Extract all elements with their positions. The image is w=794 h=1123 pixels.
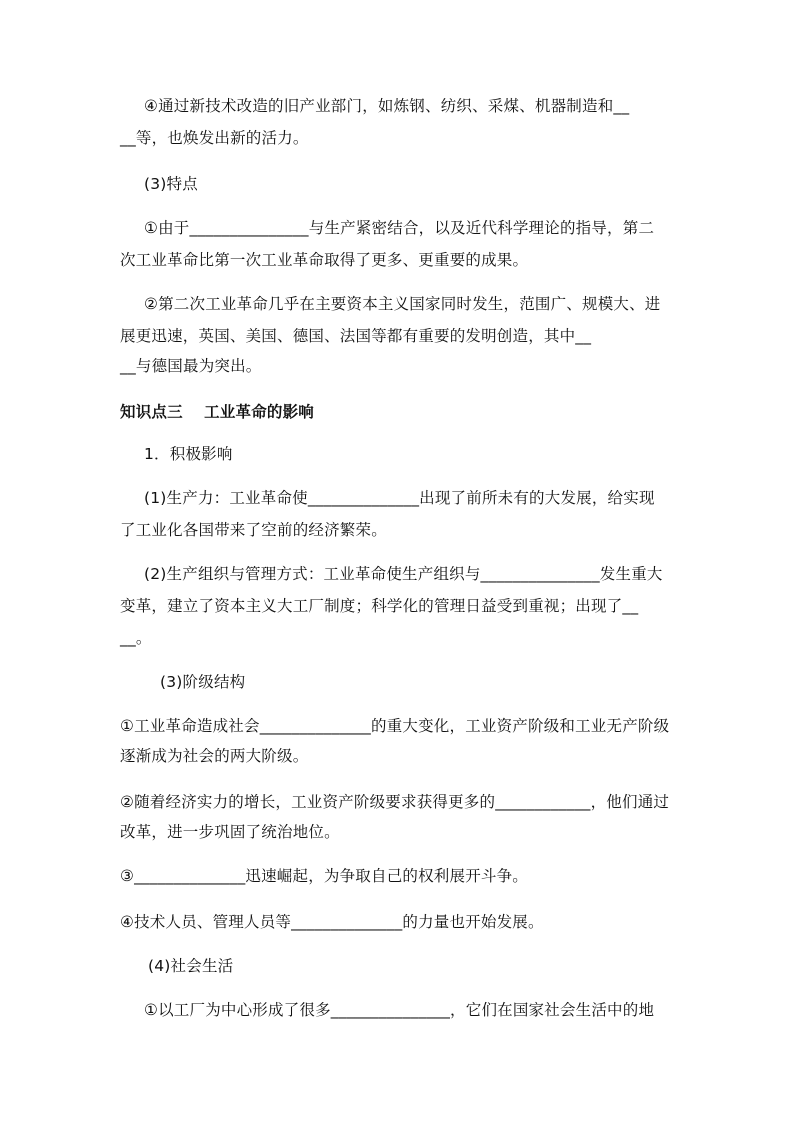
paragraph-line: 了工业化各国带来了空前的经济繁荣。 [120, 521, 387, 539]
paragraph-line: 展更迅速，英国、美国、德国、法国等都有重要的发明创造，其中__ [120, 327, 592, 345]
paragraph-line: ①工业革命造成社会______________的重大变化，工业资产阶级和工业无产阶级 [120, 717, 670, 735]
paragraph-line: __。 [120, 629, 152, 647]
paragraph-line: ②随着经济实力的增长，工业资产阶级要求获得更多的____________，他们通过 [120, 793, 670, 811]
paragraph-line: (2)生产组织与管理方式：工业革命使生产组织与_______________发生重大 [144, 565, 663, 583]
paragraph-line: 改革，进一步巩固了统治地位。 [120, 823, 340, 841]
section-heading: (3)特点 [144, 175, 198, 193]
section-heading: 1．积极影响 [144, 445, 233, 463]
paragraph-line: ①以工厂为中心形成了很多_______________，它们在国家社会生活中的地 [144, 1001, 655, 1019]
paragraph-line: ④通过新技术改造的旧产业部门，如炼钢、纺织、采煤、机器制造和__ [144, 97, 630, 115]
paragraph-line: __等，也焕发出新的活力。 [120, 129, 309, 147]
paragraph-line: __与德国最为突出。 [120, 357, 262, 375]
paragraph-line: ①由于_______________与生产紧密结合，以及近代科学理论的指导，第二 [144, 219, 655, 237]
section-heading: (3)阶级结构 [160, 673, 246, 691]
paragraph-line: (1)生产力：工业革命使______________出现了前所未有的大发展，给实现 [144, 489, 655, 507]
paragraph-line: 变革，建立了资本主义大工厂制度；科学化的管理日益受到重视；出现了__ [120, 597, 639, 615]
knowledge-point-heading: 知识点三 工业革命的影响 [120, 403, 314, 421]
section-heading: (4)社会生活 [148, 957, 234, 975]
paragraph-line: 逐渐成为社会的两大阶级。 [120, 747, 309, 765]
paragraph-line: ④技术人员、管理人员等______________的力量也开始发展。 [120, 913, 544, 931]
paragraph-line: 次工业革命比第一次工业革命取得了更多、更重要的成果。 [120, 251, 529, 269]
paragraph-line: ②第二次工业革命几乎在主要资本主义国家同时发生，范围广、规模大、进 [144, 295, 661, 313]
paragraph-line: ③______________迅速崛起，为争取自己的权利展开斗争。 [120, 867, 528, 885]
